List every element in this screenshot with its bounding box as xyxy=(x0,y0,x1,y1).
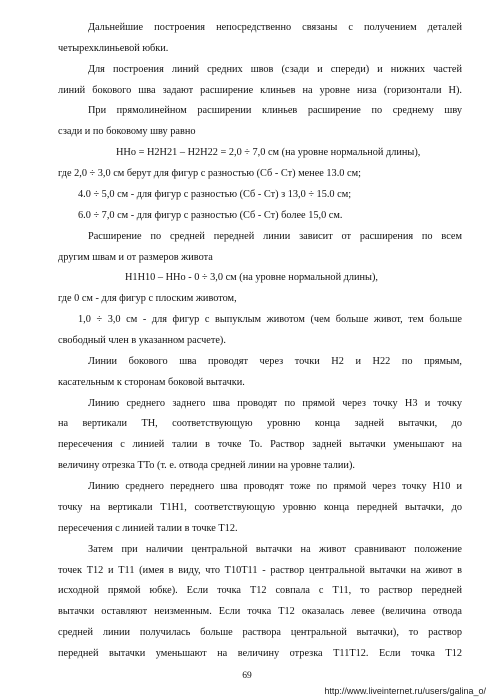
text-line: Линию среднего переднего шва проводят тоже по прямой через точку Н10 и xyxy=(88,481,462,493)
text-line: точек Т12 и Т11 (имея в виду, что Т10Т11 - раствор центральной вытачки на живот в xyxy=(58,564,462,576)
text-line: Линию среднего заднего шва проводят по прямой через точку Н3 и точку xyxy=(88,397,462,409)
text-line: пересечения с линией талии в точке То. Раствор задней вытачки уменьшают на xyxy=(58,439,462,451)
text-line: где 2,0 ÷ 3,0 см берут для фигур с разностью (Сб - Ст) менее 13.0 см; xyxy=(58,168,361,180)
text-line: сзади и по боковому шву равно xyxy=(58,126,196,138)
text-line: Линии бокового шва проводят через точки Н2 и Н22 по прямым, xyxy=(88,355,462,367)
watermark-url: http://www.liveinternet.ru/users/galina_o/ xyxy=(324,686,486,696)
text-line: касательным к сторонам боковой вытачки. xyxy=(58,376,245,388)
text-line: Затем при наличии центральной вытачки на живот сравнивают положение xyxy=(88,543,462,555)
text-line: вытачки оставляют неизменным. Если точка Т12 оказалась левее (величина отвода xyxy=(58,606,462,618)
text-line: точку на вертикали Т1Н1, соответствующую уровню конца передней вытачки, до xyxy=(58,501,462,513)
text-line: исходной прямой юбке). Если точка Т12 совпала с Т11, то раствор передней xyxy=(58,585,462,597)
text-line: 1,0 ÷ 3,0 см - для фигур с выпуклым животом (чем больше живот, тем больше xyxy=(78,314,462,326)
text-line: где 0 см - для фигур с плоским животом, xyxy=(58,293,237,305)
text-line: пересечения с линией талии в точке Т12. xyxy=(58,522,238,534)
text-line: 6.0 ÷ 7,0 см - для фигур с разностью (Сб - Ст) более 15,0 см. xyxy=(78,209,343,221)
page-number: 69 xyxy=(242,670,252,681)
text-line: четырехклиньевой юбки. xyxy=(58,42,169,54)
formula-line: ННо = Н2Н21 – Н2Н22 = 2,0 ÷ 7,0 см (на уровне нормальной длины), xyxy=(116,147,421,159)
formula-line: Н1Н10 – ННо - 0 ÷ 3,0 см (на уровне нормальной длины), xyxy=(125,272,378,284)
text-line: Дальнейшие построения непосредственно связаны с получением деталей xyxy=(88,22,462,33)
text-line: 4.0 ÷ 5,0 см - для фигур с разностью (Сб - Ст) з 13,0 ÷ 15.0 см; xyxy=(78,188,352,200)
text-line: величину отрезка ТТо (т. е. отвода средней линии на уровне талии). xyxy=(58,460,355,472)
text-line: линий бокового шва задают расширение клиньев на уровне низа (горизонтали Н). xyxy=(58,84,462,96)
text-line: на вертикали ТН, соответствующую уровню конца задней вытачки, до xyxy=(58,418,462,430)
text-line: Расширение по средней передней линии зависит от расширения по всем xyxy=(88,230,462,242)
text-line: свободный член в указанном расчете). xyxy=(58,335,226,346)
text-line: другим швам и от размеров живота xyxy=(58,251,213,263)
text-line: средней линии получилась больше раствора центральной вытачки), то раствор xyxy=(58,627,462,639)
text-line: Для построения линий средних швов (сзади и спереди) и нижних частей xyxy=(88,63,462,75)
text-line: передней вытачки уменьшают на величину отрезка Т11Т12. Если точка Т12 xyxy=(58,648,462,659)
text-line: При прямолинейном расширении клиньев расширение по среднему шву xyxy=(88,105,462,117)
